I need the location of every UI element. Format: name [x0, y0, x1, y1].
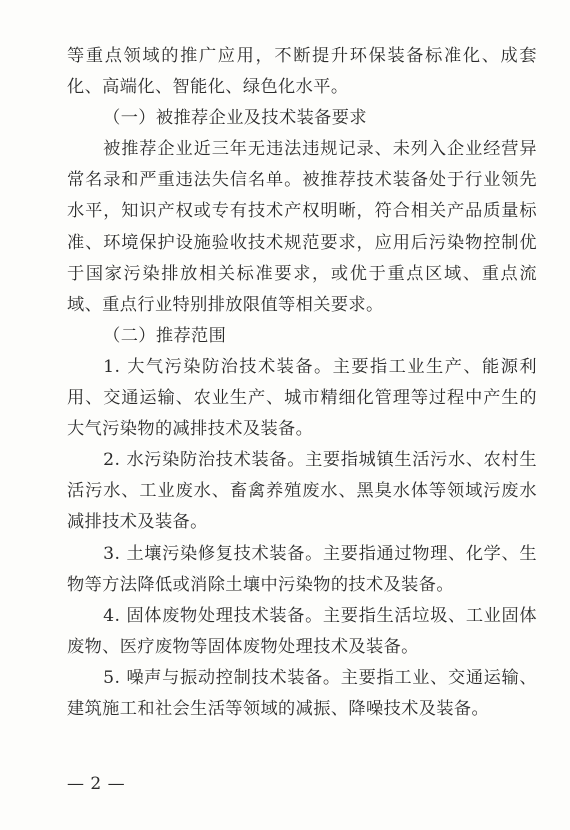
page-number: — 2 — [67, 774, 126, 794]
paragraph-continuation: 等重点领域的推广应用，不断提升环保装备标准化、成套化、高端化、智能化、绿色化水平。 [67, 46, 537, 98]
section-heading-requirements: （一）被推荐企业及技术装备要求 [103, 108, 367, 129]
list-item-solid-waste: 4. 固体废物处理技术装备。主要指生活垃圾、工业固体废物、医疗废物等固体废物处理技术及装备。 [67, 605, 537, 657]
list-item-water-pollution: 2. 水污染防治技术装备。主要指城镇生活污水、农村生活污水、工业废水、畜禽养殖废水、黑臭水体等领域污废水减排技术及装备。 [67, 450, 537, 533]
list-item-soil-remediation: 3. 土壤污染修复技术装备。主要指通过物理、化学、生物等方法降低或消除土壤中污染物的技术及装备。 [67, 543, 537, 595]
list-item-noise-vibration: 5. 噪声与振动控制技术装备。主要指工业、交通运输、建筑施工和社会生活等领域的减振、降噪技术及装备。 [67, 667, 537, 719]
body-text [67, 41, 537, 725]
paragraph-requirements: 被推荐企业近三年无违法违规记录、未列入企业经营异常名录和严重违法失信名单。被推荐技术装备处于行业领先水平，知识产权或专有技术产权明晰，符合相关产品质量标准、环境保护设施验收技术规范要求，应用后污染物控制优于国家污染排放相关标准要求，或优于重点区域、重点流域、重点行业特别排放限值等相关要求。 [67, 139, 537, 315]
section-heading-scope: （二）推荐范围 [103, 325, 227, 346]
list-item-air-pollution: 1. 大气污染防治技术装备。主要指工业生产、能源利用、交通运输、农业生产、城市精细化管理等过程中产生的大气污染物的减排技术及装备。 [67, 356, 537, 440]
